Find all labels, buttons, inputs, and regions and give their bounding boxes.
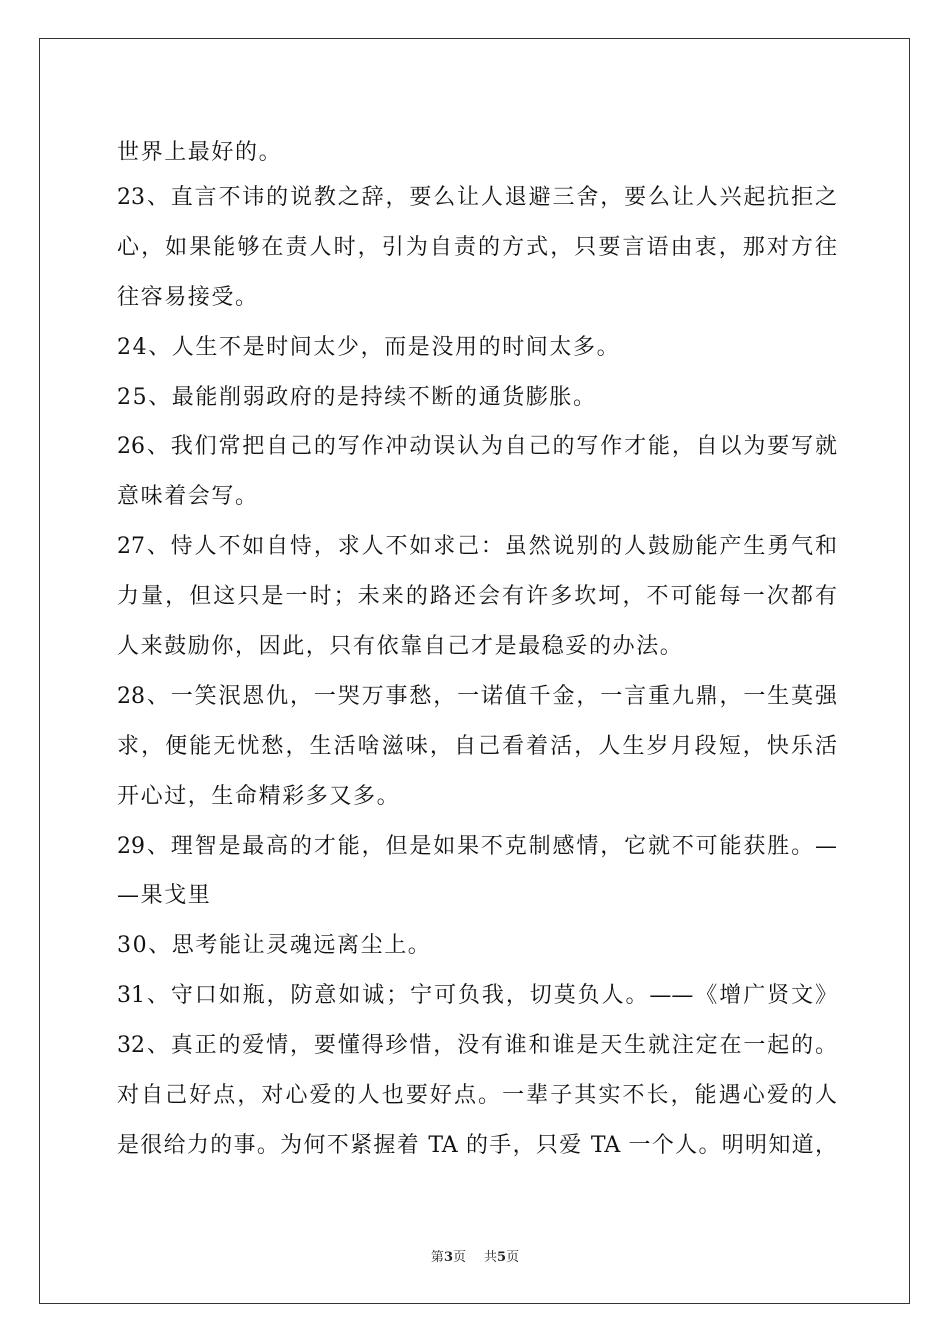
text-line: 30、思考能让灵魂远离尘上。: [117, 933, 432, 959]
text-line: 意味着会写。: [117, 484, 259, 510]
text-line: 心，如果能够在责人时，引为自责的方式，只要言语由衷，那对方往: [117, 234, 837, 260]
text-line: 26、我们常把自己的写作冲动误认为自己的写作才能，自以为要写就: [117, 434, 837, 460]
text-line: 31、守口如瓶，防意如诚；宁可负我，切莫负人。——《增广贤文》: [117, 983, 837, 1009]
text-line: 求，便能无忧愁，生活啥滋味，自己看着活，人生岁月段短，快乐活: [117, 733, 837, 759]
text-line: 28、一笑泯恩仇，一哭万事愁，一诺值千金，一言重九鼎，一生莫强: [117, 683, 837, 709]
total-page-number: 5: [497, 1250, 507, 1265]
text-line: 23、直言不讳的说教之辞，要么让人退避三舍，要么让人兴起抗拒之: [117, 185, 837, 210]
text-line: 24、人生不是时间太少，而是没用的时间太多。: [117, 334, 621, 360]
text-line: 对自己好点，对心爱的人也要好点。一辈子其实不长，能遇心爱的人: [117, 1083, 837, 1109]
page-footer: [0, 1246, 950, 1265]
current-page-number: 3: [443, 1250, 453, 1265]
text-line: 往容易接受。: [117, 284, 259, 310]
text-line: —果戈里: [117, 883, 212, 909]
text-line: 32、真正的爱情，要懂得珍惜，没有谁和谁是天生就注定在一起的。: [117, 1033, 837, 1059]
text-line: 27、恃人不如自恃，求人不如求己：虽然说别的人鼓励能产生勇气和: [117, 534, 837, 560]
total-prefix: 共: [484, 1250, 498, 1265]
text-line: 力量，但这只是一时；未来的路还会有许多坎坷，不可能每一次都有: [117, 584, 837, 610]
text-line: 人来鼓励你，因此，只有依靠自己才是最稳妥的办法。: [117, 634, 684, 660]
text-line: 开心过，生命精彩多又多。: [117, 783, 401, 809]
text-line: 世界上最好的。: [117, 140, 283, 165]
page-suffix: 页: [452, 1250, 466, 1265]
page-prefix: 第: [430, 1250, 444, 1265]
text-line: 是很给力的事。为何不紧握着 TA 的手，只爱 TA 一个人。明明知道，: [117, 1132, 837, 1158]
total-suffix: 页: [506, 1250, 520, 1265]
document-body: [117, 128, 837, 1171]
text-line: 29、理智是最高的才能，但是如果不克制感情，它就不可能获胜。—: [117, 833, 837, 859]
text-line: 25、最能削弱政府的是持续不断的通货膨胀。: [117, 384, 597, 410]
